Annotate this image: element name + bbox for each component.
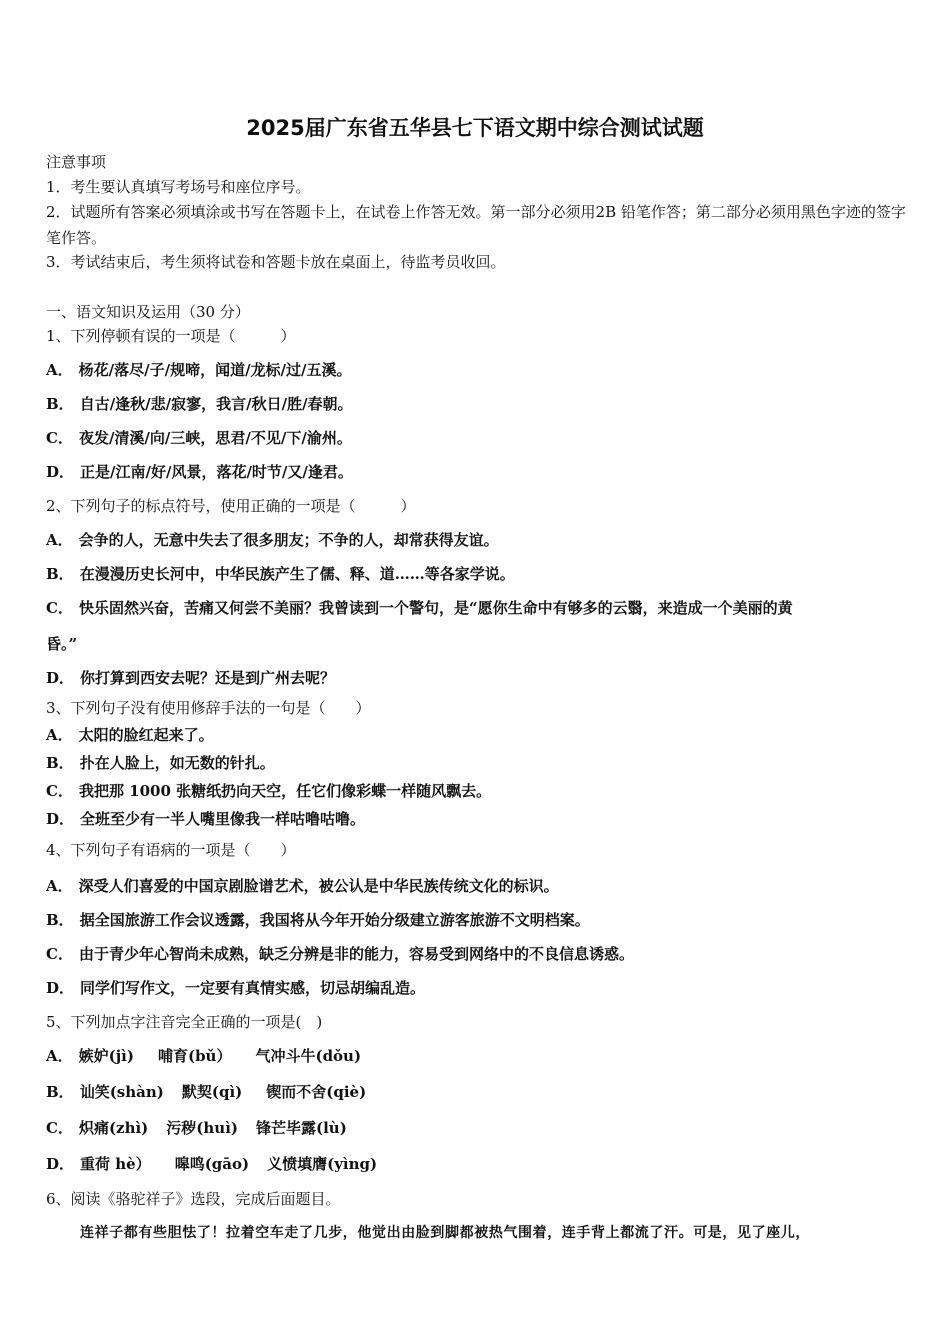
q5-option-d: [46, 1154, 377, 1174]
option-label: B．: [46, 911, 74, 929]
notice-item-1: 1．考生要认真填写考场号和座位序号。: [46, 178, 311, 196]
option-text: 自古/逢秋/悲/寂寥，我言/秋日/胜/春朝。: [79, 395, 353, 413]
question-5-stem: 5、下列加点字注音完全正确的一项是( ): [46, 1013, 323, 1031]
pinyin-word: 哺育(bǔ）: [157, 1047, 232, 1065]
q3-option-a: [46, 725, 214, 745]
option-label: A．: [46, 361, 73, 379]
option-text: 同学们写作文，一定要有真情实感，切忌胡编乱造。: [80, 979, 426, 997]
q1-option-d: [46, 462, 353, 482]
q4-option-a: [46, 876, 559, 896]
option-label: C．: [46, 782, 73, 800]
option-text: 会争的人，无意中失去了很多朋友；不争的人，却常获得友谊。: [78, 531, 499, 549]
option-text: 据全国旅游工作会议透露，我国将从今年开始分级建立游客旅游不文明档案。: [79, 911, 590, 929]
pinyin-word: 炽痛(zhì): [78, 1119, 149, 1137]
question-1-stem: 1、下列停顿有误的一项是（ ）: [46, 327, 296, 345]
option-label: A．: [46, 726, 73, 744]
q3-option-c: [46, 781, 491, 801]
option-label: D．: [46, 810, 75, 828]
option-label: B．: [46, 565, 74, 583]
pinyin-word: 嫉妒(jì): [78, 1047, 134, 1065]
option-label: C．: [46, 945, 73, 963]
option-label: D．: [46, 979, 75, 997]
option-text: 我把那 1000 张糖纸扔向天空，任它们像彩蝶一样随风飘去。: [78, 782, 492, 800]
option-label: B．: [46, 754, 74, 772]
q2-option-b: [46, 564, 515, 584]
option-label: C．: [46, 429, 73, 447]
question-3-stem: 3、下列句子没有使用修辞手法的一句是（ ）: [46, 699, 371, 717]
question-4-stem: 4、下列句子有语病的一项是（ ）: [46, 841, 296, 859]
pinyin-word: 讪笑(shàn): [79, 1083, 164, 1101]
notice-item-3: 3．考试结束后，考生须将试卷和答题卡放在桌面上，待监考员收回。: [46, 253, 506, 271]
q4-option-d: [46, 978, 425, 998]
q1-option-b: [46, 394, 353, 414]
q2-option-d: [46, 668, 335, 688]
option-label: D．: [46, 669, 75, 687]
page-title: 2025届广东省五华县七下语文期中综合测试试题: [246, 116, 704, 140]
option-text: 快乐固然兴奋，苦痛又何尝不美丽？我曾读到一个警句，是“愿你生命中有够多的云翳，来造成一个美丽的黄: [78, 599, 793, 617]
q1-option-a: [46, 360, 352, 380]
section-heading: 一、语文知识及运用（30 分）: [46, 303, 250, 321]
option-text: 深受人们喜爱的中国京剧脸谱艺术，被公认是中华民族传统文化的标识。: [78, 877, 559, 895]
option-text: 你打算到西安去呢？还是到广州去呢？: [80, 669, 336, 687]
q4-option-b: [46, 910, 590, 930]
option-text: 由于青少年心智尚未成熟，缺乏分辨是非的能力，容易受到网络中的不良信息诱惑。: [78, 945, 634, 963]
option-text: 在漫漫历史长河中，中华民族产生了儒、释、道……等各家学说。: [79, 565, 515, 583]
option-text: 太阳的脸红起来了。: [78, 726, 214, 744]
pinyin-word: 气冲斗牛(dǒu): [255, 1047, 362, 1065]
option-label: C．: [46, 599, 73, 617]
option-label: B．: [46, 395, 74, 413]
notice-heading: 注意事项: [46, 153, 107, 171]
q3-option-b: [46, 753, 275, 773]
option-text: 夜发/清溪/向/三峡，思君/不见/下/渝州。: [78, 429, 352, 447]
pinyin-word: 默契(qì): [181, 1083, 243, 1101]
option-text: 全班至少有一半人嘴里像我一样咕噜咕噜。: [80, 810, 366, 828]
notice-item-2: 2．试题所有答案必须填涂或书写在答题卡上，在试卷上作答无效。第一部分必须用2B 铅笔作答；第二部分必须用黑色字迹的签字笔作答。: [46, 203, 906, 247]
q2-option-c: [46, 598, 793, 618]
pinyin-word: 重荷 hè）: [80, 1155, 151, 1173]
option-label: D．: [46, 463, 75, 481]
q2-option-a: [46, 530, 499, 550]
q4-option-c: [46, 944, 634, 964]
reading-passage: 连祥子都有些胆怯了！拉着空车走了几步，他觉出由脸到脚都被热气围着，连手背上都流了汗。可是，见了座儿，: [80, 1225, 810, 1241]
question-2-stem: 2、下列句子的标点符号，使用正确的一项是（ ）: [46, 497, 416, 515]
option-label: A．: [46, 531, 73, 549]
option-text: 扑在人脸上，如无数的针扎。: [79, 754, 275, 772]
pinyin-word: 嗥鸣(gāo): [174, 1155, 250, 1173]
option-label: A．: [46, 1047, 73, 1065]
pinyin-word: 锋芒毕露(lù): [256, 1119, 347, 1137]
option-label: D．: [46, 1155, 75, 1173]
option-text: 杨花/落尽/子/规啼，闻道/龙标/过/五溪。: [78, 361, 352, 379]
pinyin-word: 污秽(huì): [166, 1119, 238, 1137]
q5-option-c: [46, 1118, 347, 1138]
q5-option-a: [46, 1046, 361, 1066]
pinyin-word: 锲而不舍(qiè): [266, 1083, 367, 1101]
q3-option-d: [46, 809, 365, 829]
q5-option-b: [46, 1082, 366, 1102]
option-label: A．: [46, 877, 73, 895]
q2-option-c-continued: 昏。”: [46, 635, 78, 653]
question-6-stem: 6、阅读《骆驼祥子》选段，完成后面题目。: [46, 1190, 341, 1208]
option-label: C．: [46, 1119, 73, 1137]
option-text: 正是/江南/好/风景，落花/时节/又/逢君。: [80, 463, 353, 481]
pinyin-word: 义愤填膺(yìng): [267, 1155, 378, 1173]
option-label: B．: [46, 1083, 74, 1101]
q1-option-c: [46, 428, 352, 448]
